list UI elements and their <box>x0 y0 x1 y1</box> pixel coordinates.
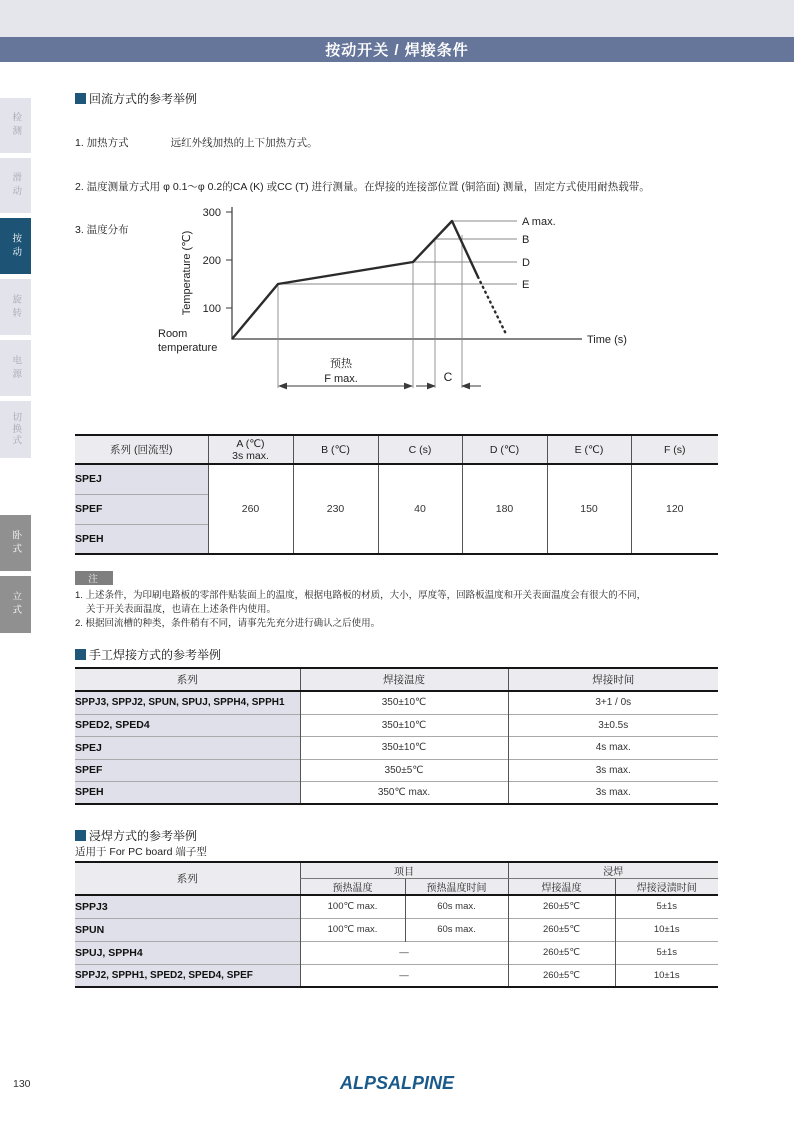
cell-time: 4s max. <box>508 736 718 759</box>
cell-series: SPEF <box>75 494 208 524</box>
cell-series: SPUJ, SPPH4 <box>75 941 300 964</box>
cell-time: 3s max. <box>508 759 718 781</box>
reflow-section-title <box>75 90 197 107</box>
section-title-text: 浸焊方式的参考举例 <box>89 829 198 843</box>
col-header-e: E (℃) <box>547 435 631 464</box>
cell-series: SPEJ <box>75 736 300 759</box>
col-header-a <box>208 435 293 464</box>
top-band <box>0 0 794 37</box>
sidebar-tab-label: 电源 <box>10 354 22 382</box>
col-header-b: B (℃) <box>293 435 378 464</box>
table-row <box>75 895 718 918</box>
cell-solder-temp: 260±5℃ <box>508 941 615 964</box>
cell-dip-time: 5±1s <box>615 895 718 918</box>
list-item: 3. 温度分布 <box>75 224 129 236</box>
sidebar-tab-label: 旋转 <box>10 293 22 321</box>
ytick-300: 300 <box>202 207 221 219</box>
cell-value-a: 260 <box>208 464 293 554</box>
reference-lines <box>278 221 517 284</box>
note-line: 2. 根据回流槽的种类，条件稍有不同，请事先先充分进行确认之后使用。 <box>75 618 381 629</box>
section-marker-icon <box>75 649 86 660</box>
sidebar-tab-label: 按动 <box>10 232 22 260</box>
sidebar-tab-label: 切换式 <box>10 412 22 447</box>
cell-temp: 350±5℃ <box>300 759 508 781</box>
reflow-temperature-chart <box>150 185 655 400</box>
table-header-row <box>75 435 718 464</box>
ytick-200: 200 <box>202 255 221 267</box>
arrow-left-icon <box>278 383 287 390</box>
sidebar-tab-label: 滑动 <box>10 172 22 199</box>
cell-time: 3±0.5s <box>508 714 718 736</box>
sidebar-tab-rotary[interactable] <box>0 279 31 335</box>
reflow-condition-table <box>75 434 718 555</box>
alps-alpine-logo: ALPSALPINE <box>339 1073 454 1093</box>
list-item: 2. 温度测量方式用 φ 0.1～φ 0.2的CA (K) 或CC (T) 进行测量。在焊接的连接部位置 (铜箔面) 测量，固定方式使用耐热载带。 <box>75 180 650 193</box>
note-line: 关于开关表面温度，也请在上述条件内使用。 <box>86 604 277 615</box>
profile-curve-dotted <box>478 277 507 336</box>
dip-soldering-table <box>75 861 718 988</box>
cell-temp: 350℃ max. <box>300 781 508 804</box>
ref-label-d: D <box>522 257 530 269</box>
table-row <box>75 691 718 714</box>
col-header-series: 系列 <box>75 668 300 691</box>
cell-preheat-time: 60s max. <box>405 918 508 941</box>
cell-value-f: 120 <box>631 464 718 554</box>
table-header-row <box>75 862 718 879</box>
table-row <box>75 464 718 494</box>
cell-series: SPPJ3, SPPJ2, SPUN, SPUJ, SPPH4, SPPH1 <box>75 691 300 714</box>
cell-series: SPEH <box>75 524 208 554</box>
section-title-text: 回流方式的参考举例 <box>89 92 198 106</box>
room-temperature-label: temperature <box>158 342 218 354</box>
ref-label-e: E <box>522 279 530 291</box>
cell-dash: — <box>300 964 508 987</box>
note-badge: 注 <box>75 571 113 585</box>
cell-series: SPEF <box>75 759 300 781</box>
note-line: 1. 上述条件，为印刷电路板的零部件贴装面上的温度，根据电路板的材质，大小，厚度等，回路板温度和开关表面温度会有很大的不同， <box>75 590 647 601</box>
list-item: 1. 加热方式 远红外线加热的上下加热方式。 <box>75 137 318 149</box>
table-row <box>75 964 718 987</box>
cell-solder-temp: 260±5℃ <box>508 895 615 918</box>
col-header-d: D (℃) <box>462 435 547 464</box>
arrow-right-icon <box>404 383 413 390</box>
col-header-solder-temp: 焊接温度 <box>508 879 615 896</box>
sidebar-tab-label: 卧式 <box>10 529 22 557</box>
cell-value-d: 180 <box>462 464 547 554</box>
cell-series: SPPJ2, SPPH1, SPED2, SPED4, SPEF <box>75 964 300 987</box>
col-header-series: 系列 <box>75 862 300 895</box>
col-header-a-line2: 3s max. <box>232 449 269 462</box>
y-ticks <box>226 212 232 308</box>
page-title: 按动开关 / 焊接条件 <box>325 42 469 59</box>
cell-dash: — <box>300 941 508 964</box>
section-marker-icon <box>75 93 86 104</box>
cell-series: SPUN <box>75 918 300 941</box>
ref-label-a: A max. <box>522 216 556 228</box>
sidebar-tab-slide[interactable] <box>0 158 31 213</box>
cell-time: 3s max. <box>508 781 718 804</box>
cell-value-b: 230 <box>293 464 378 554</box>
col-header-a-line1: A (℃) <box>236 437 265 450</box>
sidebar-tab-push-active[interactable] <box>0 218 31 274</box>
ref-label-b: B <box>522 234 530 246</box>
sidebar-tab-toggle[interactable] <box>0 401 31 458</box>
section-marker-icon <box>75 830 86 841</box>
col-group-dip: 浸焊 <box>508 862 718 879</box>
table-row <box>75 941 718 964</box>
cell-time: 3+1 / 0s <box>508 691 718 714</box>
cell-series: SPEH <box>75 781 300 804</box>
fmax-label: F max. <box>324 373 358 385</box>
hand-soldering-table <box>75 667 718 805</box>
sidebar-tab-vertical[interactable] <box>0 576 31 633</box>
sidebar-tab-horizontal[interactable] <box>0 515 31 571</box>
x-axis-label: Time (s) <box>587 334 627 346</box>
cell-solder-temp: 260±5℃ <box>508 964 615 987</box>
guide-lines <box>278 235 462 388</box>
cell-dip-time: 10±1s <box>615 918 718 941</box>
col-header-preheat-time: 预热温度时间 <box>405 879 508 896</box>
sidebar-tab-label: 检测 <box>10 112 22 139</box>
sidebar-tab-label: 立式 <box>10 591 22 618</box>
col-header-dip-time: 焊接浸渍时间 <box>615 879 718 896</box>
page-number: 130 <box>13 1078 31 1090</box>
page-header-bar <box>0 37 794 62</box>
cell-temp: 350±10℃ <box>300 736 508 759</box>
table-row <box>75 714 718 736</box>
dip-subtitle: 适用于 For PC board 端子型 <box>75 846 207 858</box>
cell-preheat-time: 60s max. <box>405 895 508 918</box>
cell-solder-temp: 260±5℃ <box>508 918 615 941</box>
c-label: C <box>443 370 453 384</box>
cell-series: SPPJ3 <box>75 895 300 918</box>
cell-value-c: 40 <box>378 464 462 554</box>
note-text-block <box>75 589 745 631</box>
hand-section-title <box>75 646 221 663</box>
y-axis-label: Temperature (℃) <box>181 230 193 316</box>
cell-temp: 350±10℃ <box>300 714 508 736</box>
table-row <box>75 759 718 781</box>
col-header-preheat-temp: 预热温度 <box>300 879 405 896</box>
dip-section-title <box>75 827 197 844</box>
chart-canvas <box>150 185 655 400</box>
sidebar-tab-inspection[interactable] <box>0 98 31 153</box>
section-title-text: 手工焊接方式的参考举例 <box>89 648 222 662</box>
cell-temp: 350±10℃ <box>300 691 508 714</box>
cell-series: SPED2, SPED4 <box>75 714 300 736</box>
preheat-label: 预热 <box>330 358 352 370</box>
cell-series: SPEJ <box>75 464 208 494</box>
cell-dip-time: 10±1s <box>615 964 718 987</box>
col-header-f: F (s) <box>631 435 718 464</box>
col-header-temp: 焊接温度 <box>300 668 508 691</box>
cell-preheat-temp: 100℃ max. <box>300 918 405 941</box>
room-temperature-label: Room <box>158 328 188 340</box>
col-group-item: 项目 <box>300 862 508 879</box>
col-header-series: 系列 (回流型) <box>75 435 208 464</box>
table-row <box>75 736 718 759</box>
sidebar-tab-power[interactable] <box>0 340 31 396</box>
cell-dip-time: 5±1s <box>615 941 718 964</box>
ytick-100: 100 <box>202 303 221 315</box>
table-row <box>75 781 718 804</box>
cell-value-e: 150 <box>547 464 631 554</box>
col-header-c: C (s) <box>378 435 462 464</box>
table-header-row <box>75 668 718 691</box>
col-header-time: 焊接时间 <box>508 668 718 691</box>
table-row <box>75 918 718 941</box>
cell-preheat-temp: 100℃ max. <box>300 895 405 918</box>
